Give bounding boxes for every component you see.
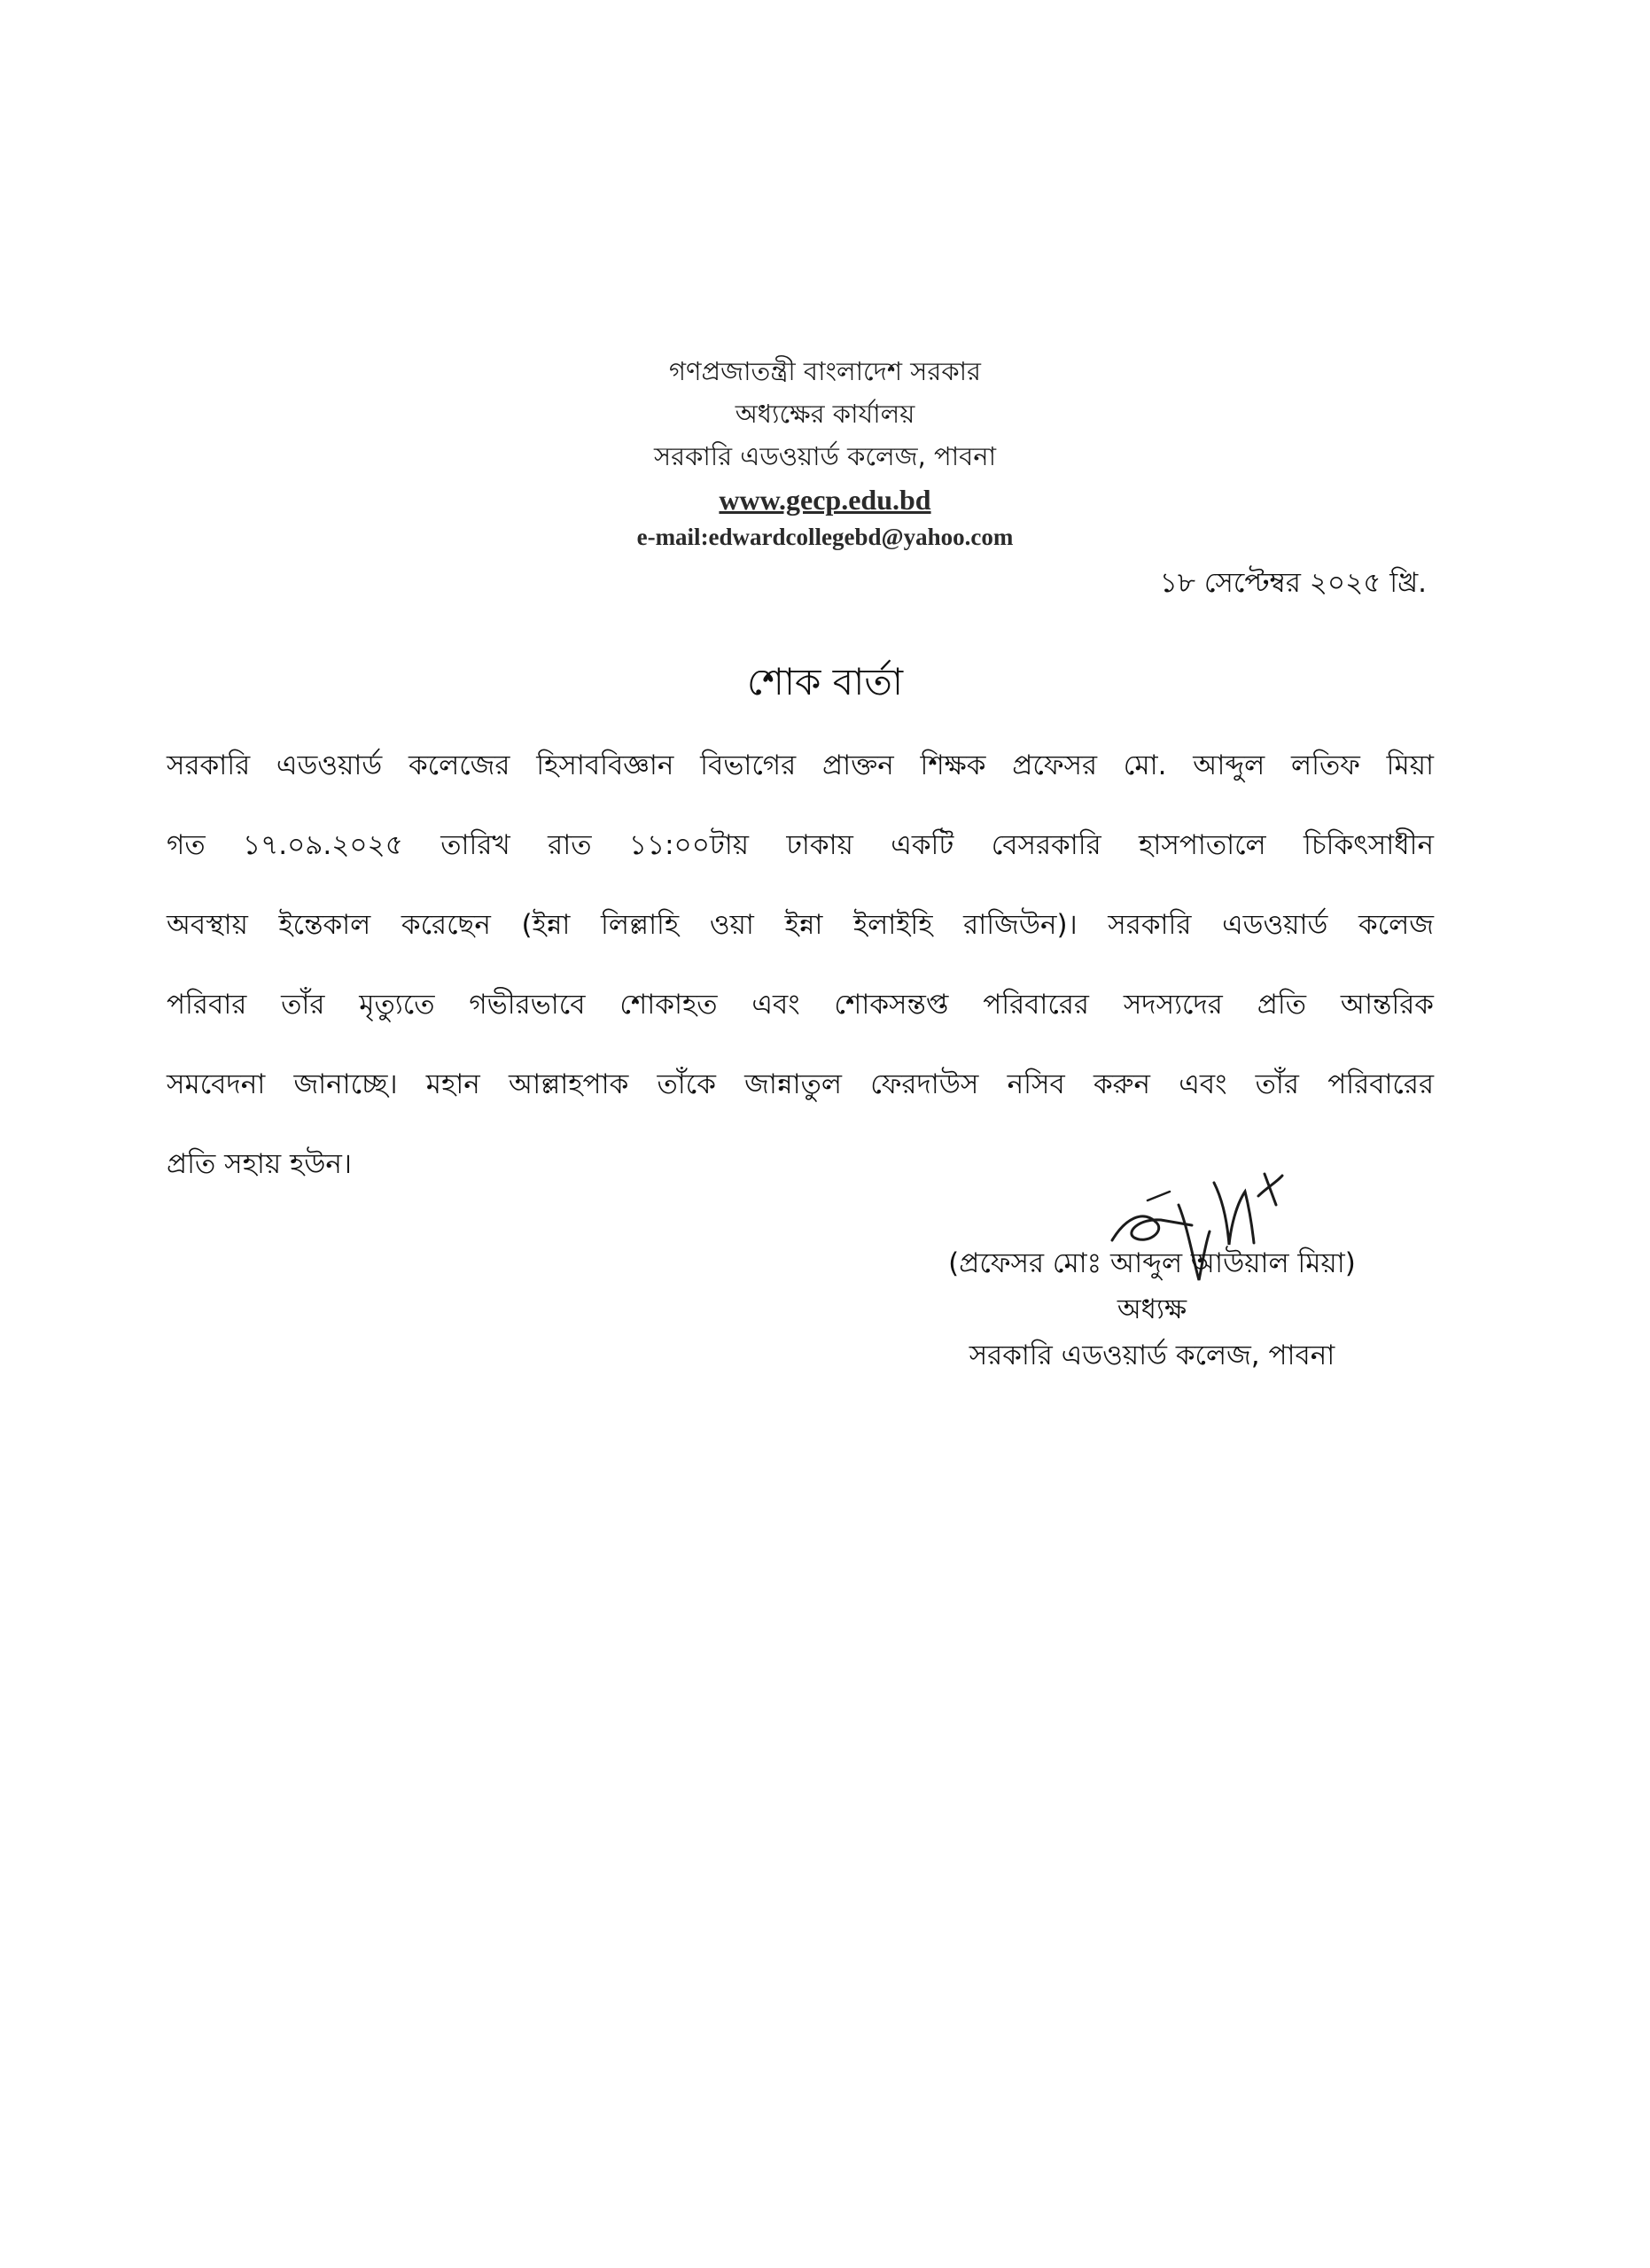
body-line-6: প্রতি সহায় হউন। [167, 1148, 353, 1180]
letterhead [0, 350, 1650, 552]
letter-body [167, 740, 1434, 1218]
signatory-designation: অধ্যক্ষ [1117, 1293, 1187, 1325]
letter-date: ১৮ সেপ্টেম্বর ২০২৫ খ্রি. [1159, 567, 1427, 599]
body-line-2: গত ১৭.০৯.২০২৫ তারিখ রাত ১১:০০টায় ঢাকায় একটি বেসরকারি হাসপাতালে চিকিৎসাধীন [167, 829, 1434, 861]
email-address: e-mail:edwardcollegebd@yahoo.com [636, 524, 1014, 550]
letter-title: শোক বার্তা [746, 660, 904, 703]
office-name: অধ্যক্ষের কার্যালয় [735, 399, 915, 429]
body-line-1: সরকারি এডওয়ার্ড কলেজের হিসাববিজ্ঞান বিভাগের প্রাক্তন শিক্ষক প্রফেসর মো. আব্দুল লতিফ মিয়া [167, 750, 1434, 781]
website-link[interactable]: www.gecp.edu.bd [719, 484, 931, 516]
signatory-institution: সরকারি এডওয়ার্ড কলেজ, পাবনা [969, 1340, 1335, 1371]
body-line-4: পরিবার তাঁর মৃত্যুতে গভীরভাবে শোকাহত এবং শোকসন্তপ্ত পরিবারের সদস্যদের প্রতি আন্তরিক [167, 989, 1434, 1021]
body-line-3: অবস্থায় ইন্তেকাল করেছেন (ইন্না লিল্লাহি ওয়া ইন্না ইলাইহি রাজিউন)। সরকারি এডওয়ার্ড কলেজ [167, 909, 1434, 941]
signature-block [877, 1240, 1427, 1379]
government-name: গণপ্রজাতন্ত্রী বাংলাদেশ সরকার [668, 356, 982, 386]
college-name: সরকারি এডওয়ার্ড কলেজ, পাবনা [654, 441, 996, 471]
signatory-name: (প্রফেসর মোঃ আব্দুল আউয়াল মিয়া) [948, 1247, 1356, 1279]
body-line-5: সমবেদনা জানাচ্ছে। মহান আল্লাহপাক তাঁকে জান্নাতুল ফেরদাউস নসিব করুন এবং তাঁর পরিবারের [167, 1068, 1434, 1100]
